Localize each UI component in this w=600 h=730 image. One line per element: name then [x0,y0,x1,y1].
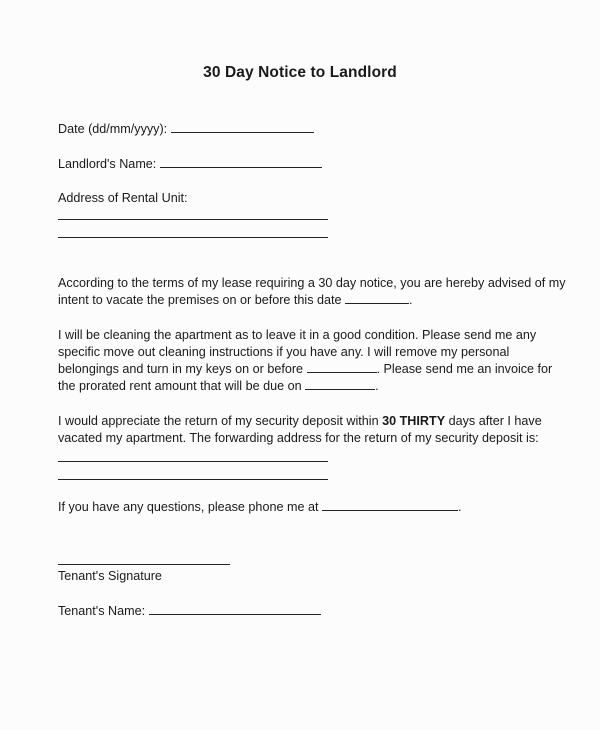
paragraph-line: vacated my apartment. The forwarding address for the return of my security deposit is: [58,431,539,445]
phone-label: If you have any questions, please phone me at [58,500,319,514]
tenant-name-label: Tenant's Name: [58,604,146,618]
paragraph-deposit [58,413,568,447]
paragraph-line [58,413,568,430]
paragraph-line: According to the terms of my lease requiring a 30 day notice, you are hereby advised of my [58,276,566,290]
paragraph-notice [58,275,568,309]
address-field [58,190,188,206]
phone-period: . [457,500,462,514]
paragraph-text: the prorated rent amount that will be due on [58,379,302,393]
paragraph-cleaning [58,327,568,395]
days-emphasis: 30 THIRTY [382,414,446,428]
paragraph-line [58,378,568,395]
rent-due-date-blank[interactable] [305,378,375,390]
phone-blank[interactable] [322,499,458,511]
phone-field [58,499,461,515]
paragraph-text: . Please send me an invoice for [376,362,553,376]
paragraph-text: days after I have [448,414,542,428]
paragraph-text: intent to vacate the premises on or before this date [58,293,342,307]
paragraph-line: specific move out cleaning instructions if you have any. I will remove my personal [58,345,510,359]
tenant-name-blank[interactable] [149,603,321,615]
date-field [58,121,314,137]
landlord-name-blank[interactable] [160,156,322,168]
date-label: Date (dd/mm/yyyy): [58,122,168,136]
paragraph-line: I will be cleaning the apartment as to leave it in a good condition. Please send me any [58,328,537,342]
forwarding-address-blank-1[interactable] [58,461,328,462]
landlord-name-field [58,156,322,172]
paragraph-line [58,292,568,309]
signature-line[interactable] [58,564,230,565]
tenant-name-field [58,603,321,619]
paragraph-text: . [375,379,379,393]
signature-label: Tenant's Signature [58,569,162,583]
keys-date-blank[interactable] [307,361,377,373]
paragraph-text: I would appreciate the return of my security deposit within [58,414,379,428]
address-blank-line-1[interactable] [58,219,328,220]
paragraph-text: belongings and turn in my keys on or before [58,362,304,376]
forwarding-address-blank-2[interactable] [58,479,328,480]
paragraph-line [58,361,568,378]
date-blank[interactable] [171,121,314,133]
landlord-name-label: Landlord's Name: [58,157,157,171]
address-blank-line-2[interactable] [58,237,328,238]
paragraph-text: . [409,293,413,307]
vacate-date-blank[interactable] [345,292,409,304]
address-label: Address of Rental Unit: [58,191,188,205]
document-title: 30 Day Notice to Landlord [203,64,397,81]
